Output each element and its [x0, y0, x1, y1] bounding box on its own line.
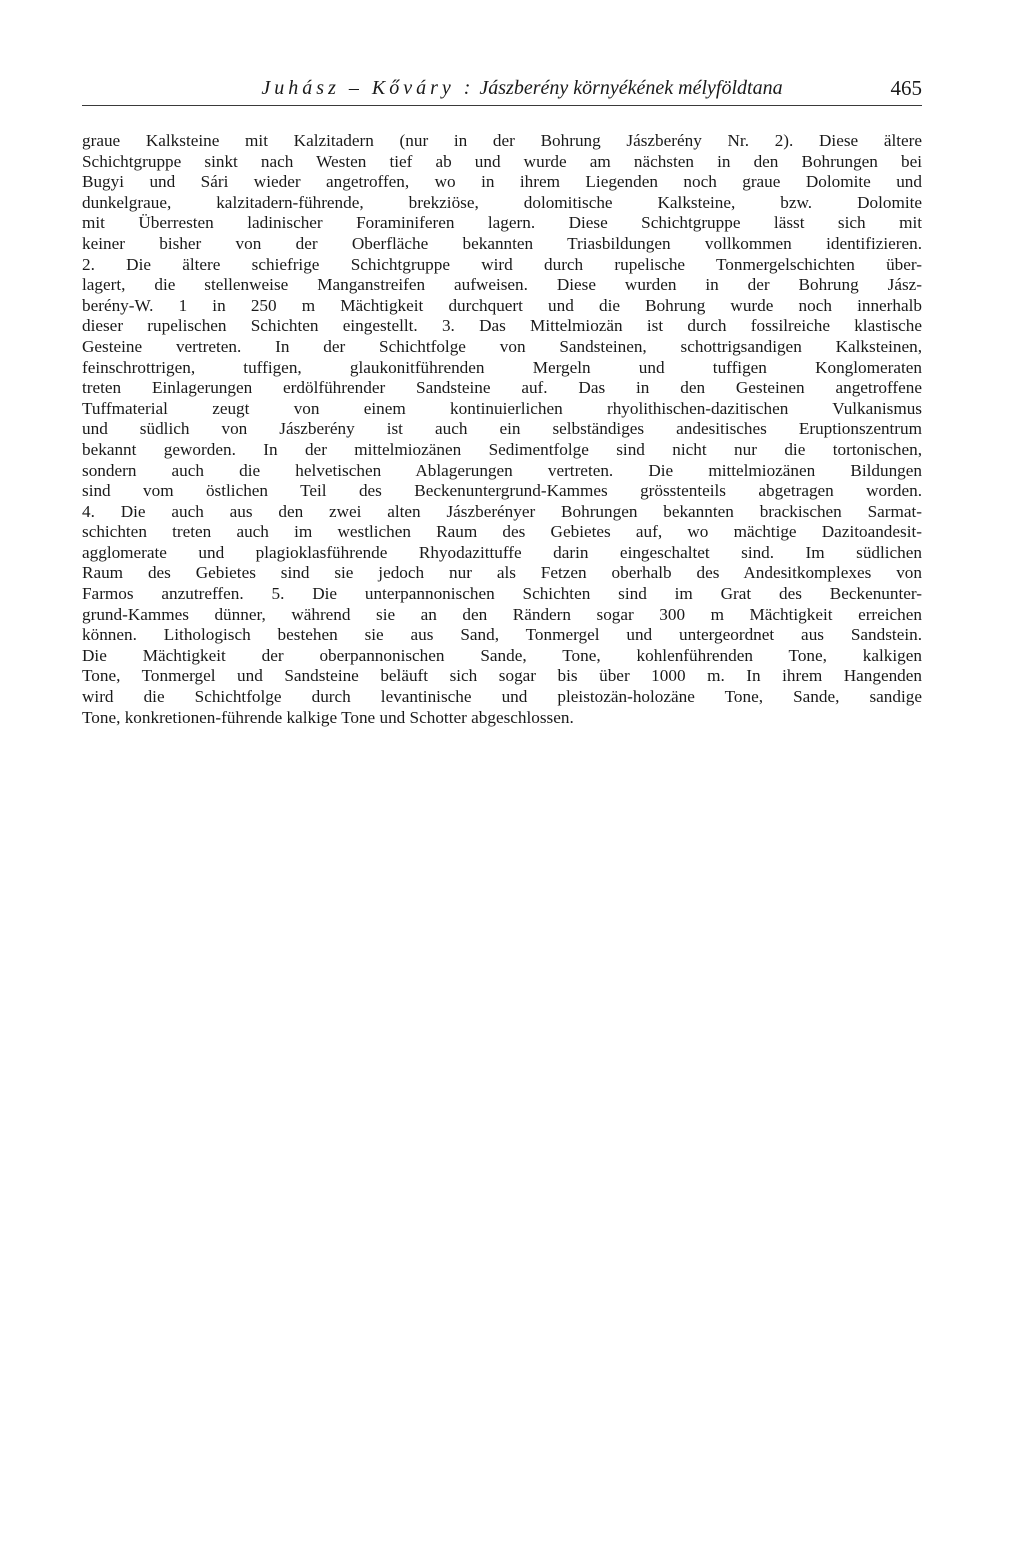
text-line: feinschrottrigen, tuffigen, glaukonitführenden Mergeln und tuffigen Konglomeraten: [82, 357, 922, 377]
text-line: Gesteine vertreten. In der Schichtfolge von Sandsteinen, schottrigsandigen Kalksteinen,: [82, 336, 922, 356]
text-line: Die Mächtigkeit der oberpannonischen Sande, Tone, kohlenführenden Tone, kalkigen: [82, 645, 922, 665]
text-line: Bugyi und Sári wieder angetroffen, wo in ihrem Liegenden noch graue Dolomite und: [82, 172, 922, 192]
text-line: treten Einlagerungen erdölführender Sandsteine auf. Das in den Gesteinen angetroffene: [82, 378, 922, 398]
text-line: lagert, die stellenweise Manganstreifen aufweisen. Diese wurden in der Bohrung Jász-: [82, 275, 922, 295]
text-line: berény-W. 1 in 250 m Mächtigkeit durchquert und die Bohrung wurde noch innerhalb: [82, 295, 922, 315]
text-line: 2. Die ältere schiefrige Schichtgruppe wird durch rupelische Tonmergelschichten über-: [82, 254, 922, 274]
text-line: Schichtgruppe sinkt nach Westen tief ab und wurde am nächsten in den Bohrungen bei: [82, 151, 922, 171]
text-line: dieser rupelischen Schichten eingestellt. 3. Das Mittelmiozän ist durch fossilreiche klastische: [82, 316, 922, 336]
text-line: schichten treten auch im westlichen Raum des Gebietes auf, wo mächtige Dazitoandesit-: [82, 522, 922, 542]
text-line: Raum des Gebietes sind sie jedoch nur als Fetzen oberhalb des Andesitkomplexes von: [82, 563, 922, 583]
text-line: Tone, Tonmergel und Sandsteine beläuft sich sogar bis über 1000 m. In ihrem Hangenden: [82, 666, 922, 686]
text-line: 4. Die auch aus den zwei alten Jászberényer Bohrungen bekannten brackischen Sarmat-: [82, 501, 922, 521]
running-header: [82, 74, 922, 110]
header-authors: Juhász – Kőváry :: [261, 77, 475, 99]
text-line: graue Kalksteine mit Kalzitadern (nur in der Bohrung Jászberény Nr. 2). Diese ältere: [82, 131, 922, 150]
text-line: Farmos anzutreffen. 5. Die unterpannonischen Schichten sind im Grat des Beckenunter-: [82, 584, 922, 604]
text-line: können. Lithologisch bestehen sie aus Sand, Tonmergel und untergeordnet aus Sandstein.: [82, 625, 922, 645]
text-line: agglomerate und plagioklasführende Rhyodazittuffe darin eingeschaltet sind. Im südlichen: [82, 542, 922, 562]
text-line-last: Tone, konkretionen-führende kalkige Tone und Schotter abgeschlossen.: [82, 707, 574, 727]
text-line: sondern auch die helvetischen Ablagerungen vertreten. Die mittelmiozänen Bildungen: [82, 460, 922, 480]
text-line: dunkelgraue, kalzitadern-führende, brekziöse, dolomitische Kalksteine, bzw. Dolomite: [82, 192, 922, 212]
text-line: mit Überresten ladinischer Foraminiferen lagern. Diese Schichtgruppe lässt sich mit: [82, 213, 922, 233]
text-line: bekannt geworden. In der mittelmiozänen Sedimentfolge sind nicht nur die tortonischen,: [82, 439, 922, 459]
header-title: Jászberény környékének mélyföldtana: [479, 77, 783, 99]
text-line: keiner bisher von der Oberfläche bekannten Triasbildungen vollkommen identifizieren.: [82, 233, 922, 253]
body-paragraph: [82, 131, 922, 728]
header-rule: [82, 105, 922, 106]
running-title: [202, 74, 842, 102]
text-line: und südlich von Jászberény ist auch ein selbständiges andesitisches Eruptionszentrum: [82, 419, 922, 439]
text-line: wird die Schichtfolge durch levantinische und pleistozän-holozäne Tone, Sande, sandige: [82, 687, 922, 707]
page-number: 465: [890, 76, 922, 100]
text-line: Tuffmaterial zeugt von einem kontinuierlichen rhyolithischen-dazitischen Vulkanismus: [82, 398, 922, 418]
text-line: sind vom östlichen Teil des Beckenuntergrund-Kammes grösstenteils abgetragen worden.: [82, 481, 922, 501]
text-line: grund-Kammes dünner, während sie an den Rändern sogar 300 m Mächtigkeit erreichen: [82, 604, 922, 624]
